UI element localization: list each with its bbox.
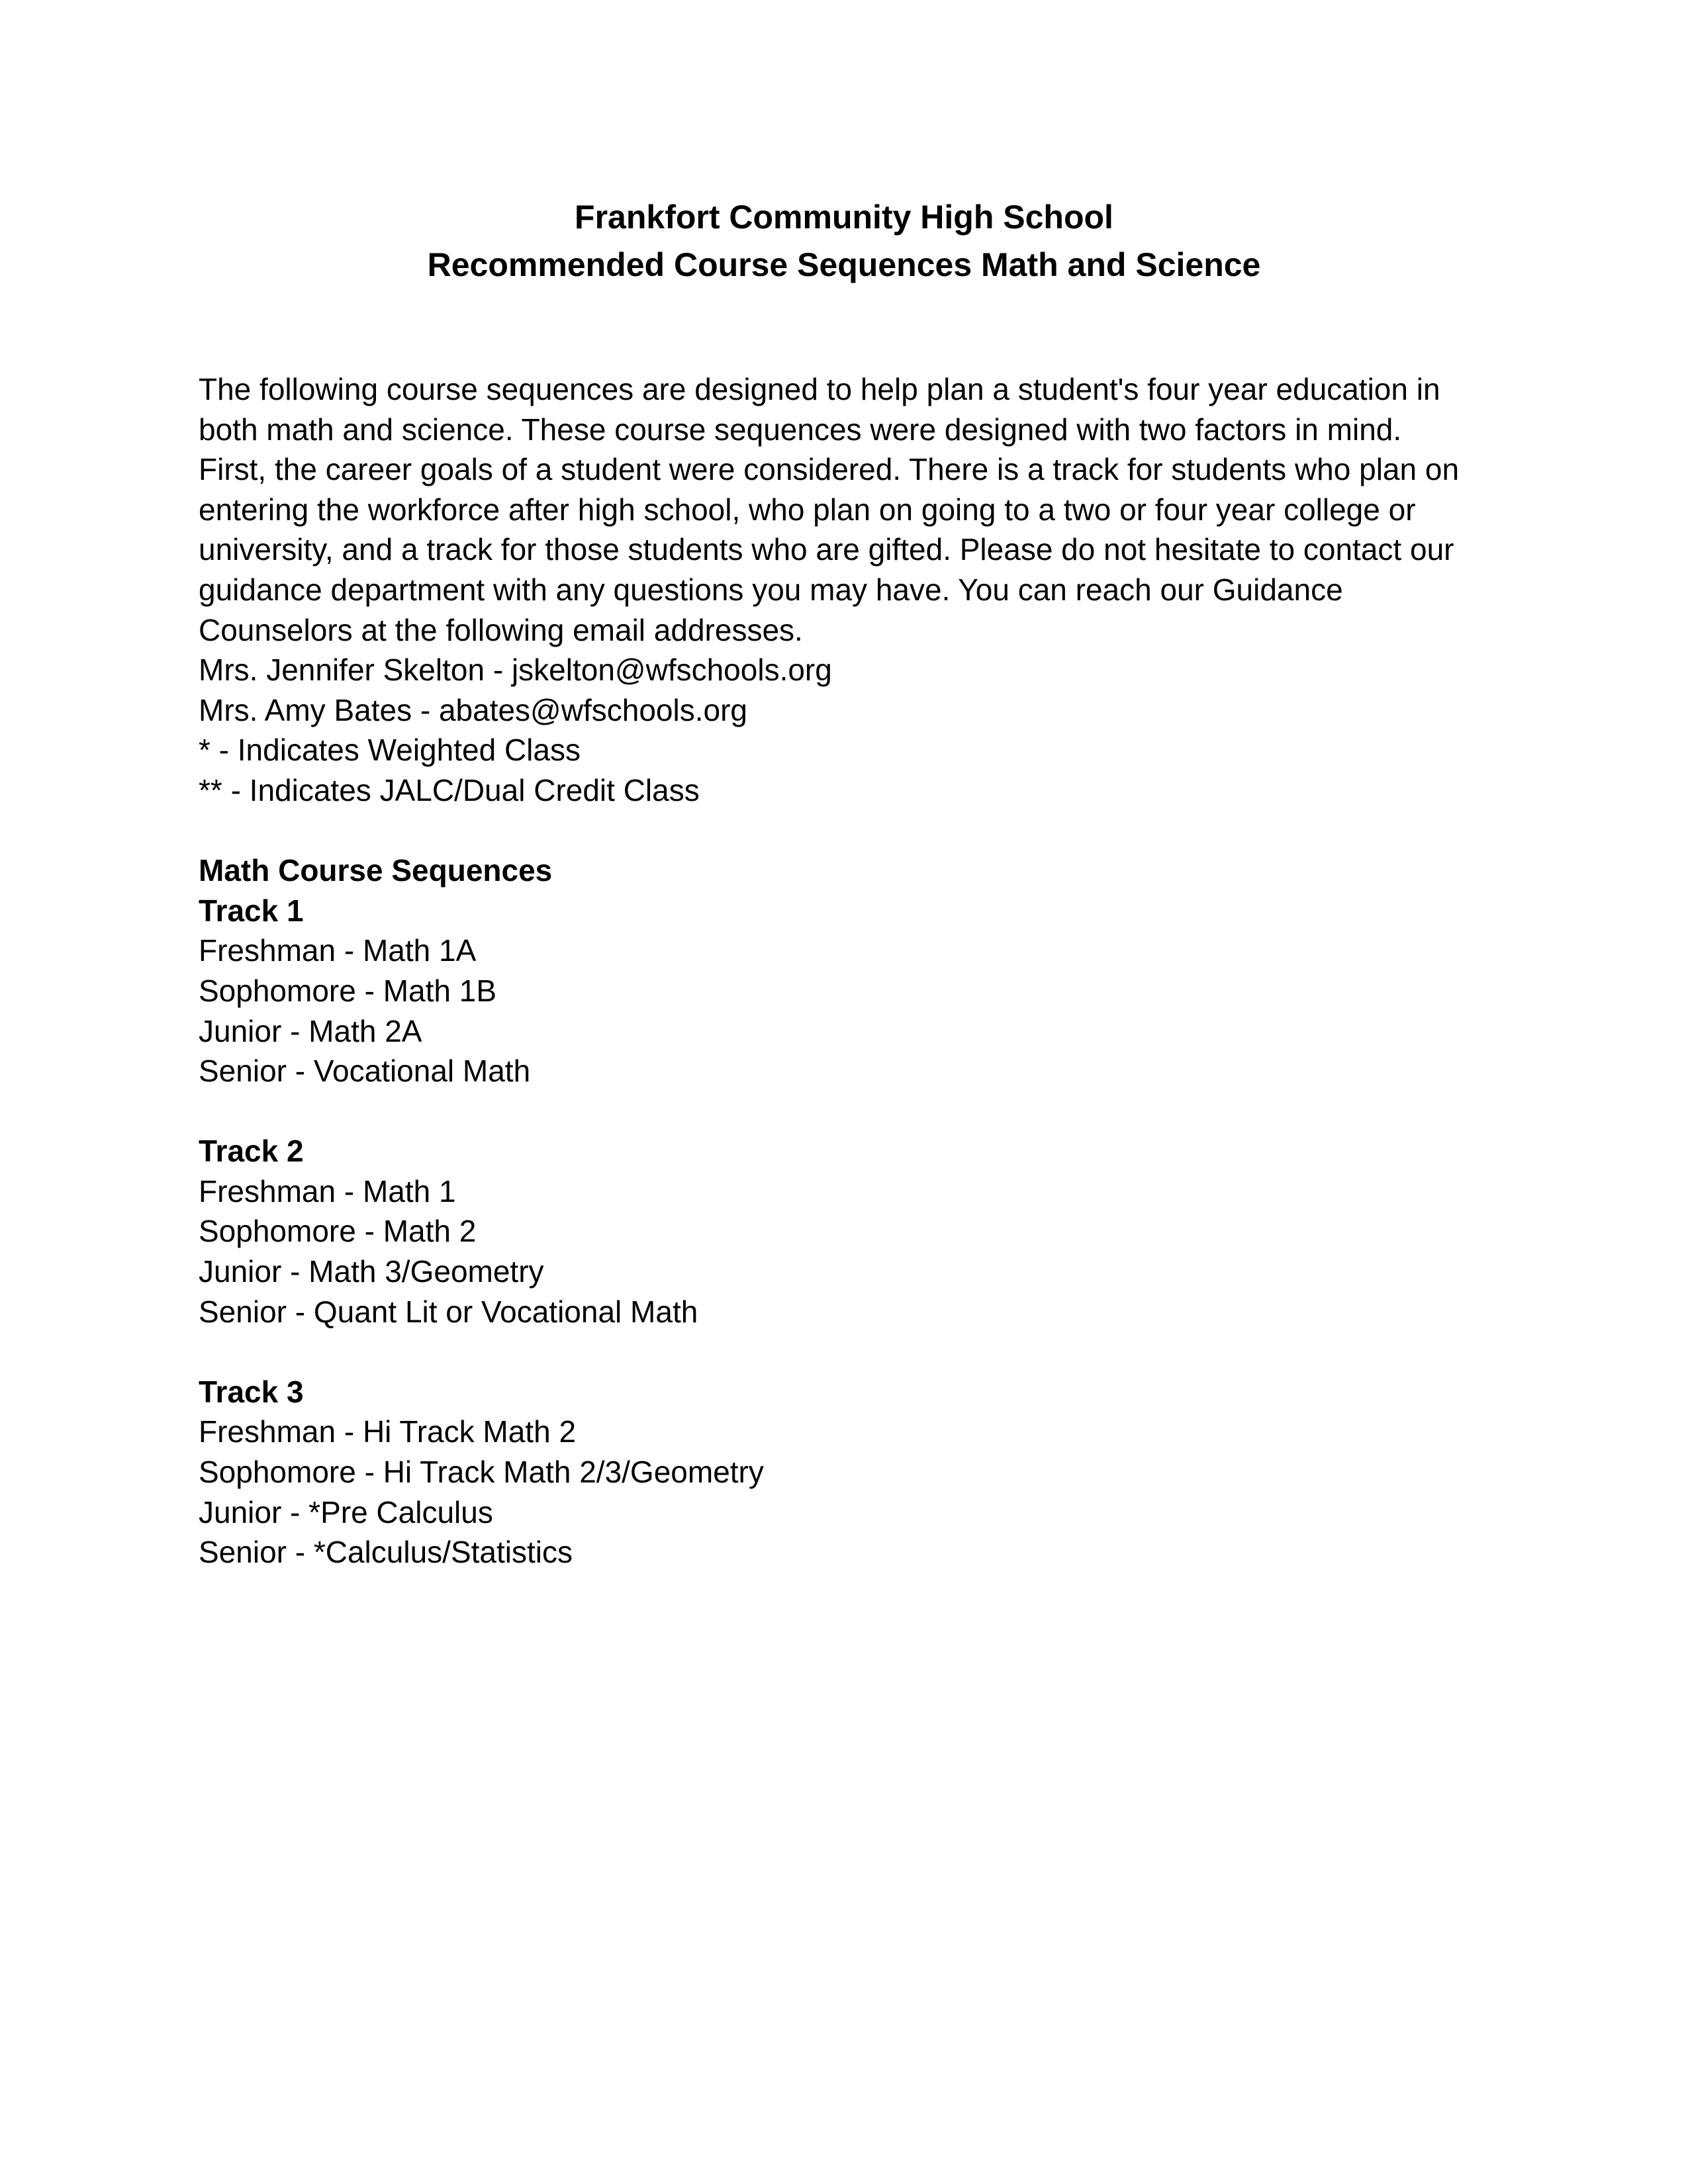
contact-bates: Mrs. Amy Bates - abates@wfschools.org xyxy=(199,692,747,727)
course-line: Senior - Vocational Math xyxy=(199,1054,531,1089)
course-line: Sophomore - Math 1B xyxy=(199,973,497,1008)
intro-paragraph xyxy=(199,369,1509,650)
spacer xyxy=(199,811,1509,851)
intro-line: university, and a track for those students who are gifted. Please do not hesitate to contact our xyxy=(199,532,1454,567)
spacer xyxy=(199,1091,1509,1132)
legend-weighted: * - Indicates Weighted Class xyxy=(199,733,581,768)
course-line: Sophomore - Math 2 xyxy=(199,1214,477,1249)
course-line: Junior - Math 3/Geometry xyxy=(199,1254,544,1289)
legend-dual-credit: ** - Indicates JALC/Dual Credit Class xyxy=(199,772,700,807)
math-track-3 xyxy=(199,1372,1509,1572)
course-line: Freshman - Math 1 xyxy=(199,1173,456,1208)
math-track-2 xyxy=(199,1131,1509,1332)
track-title: Track 2 xyxy=(199,1134,304,1169)
intro-line: guidance department with any questions you may have. You can reach our Guidance xyxy=(199,572,1343,607)
spacer xyxy=(199,1332,1509,1372)
course-line: Senior - *Calculus/Statistics xyxy=(199,1535,573,1570)
math-section xyxy=(199,850,1509,1572)
intro-line: The following course sequences are designed to help plan a student's four year education in xyxy=(199,372,1440,406)
document-title: Recommended Course Sequences Math and Science xyxy=(427,246,1261,283)
course-line: Sophomore - Hi Track Math 2/3/Geometry xyxy=(199,1455,764,1490)
track-title: Track 3 xyxy=(199,1374,304,1409)
intro-line: Counselors at the following email addresses. xyxy=(199,612,803,647)
document-body xyxy=(199,369,1509,1572)
course-line: Freshman - Hi Track Math 2 xyxy=(199,1414,577,1449)
intro-line: both math and science. These course sequences were designed with two factors in mind. xyxy=(199,412,1402,447)
course-line: Junior - *Pre Calculus xyxy=(199,1494,493,1529)
course-line: Junior - Math 2A xyxy=(199,1013,422,1048)
counselor-contacts xyxy=(199,650,1509,730)
class-legend xyxy=(199,730,1509,810)
track-title: Track 1 xyxy=(199,893,304,928)
course-line: Freshman - Math 1A xyxy=(199,933,477,968)
document-heading xyxy=(0,193,1688,289)
intro-line: First, the career goals of a student were considered. There is a track for students who plan on xyxy=(199,452,1460,487)
intro-line: entering the workforce after high school, who plan on going to a two or four year college or xyxy=(199,492,1416,527)
math-section-title: Math Course Sequences xyxy=(199,853,553,888)
math-track-1 xyxy=(199,891,1509,1091)
course-line: Senior - Quant Lit or Vocational Math xyxy=(199,1294,698,1329)
contact-skelton: Mrs. Jennifer Skelton - jskelton@wfschools.org xyxy=(199,653,832,688)
school-name: Frankfort Community High School xyxy=(575,199,1113,236)
